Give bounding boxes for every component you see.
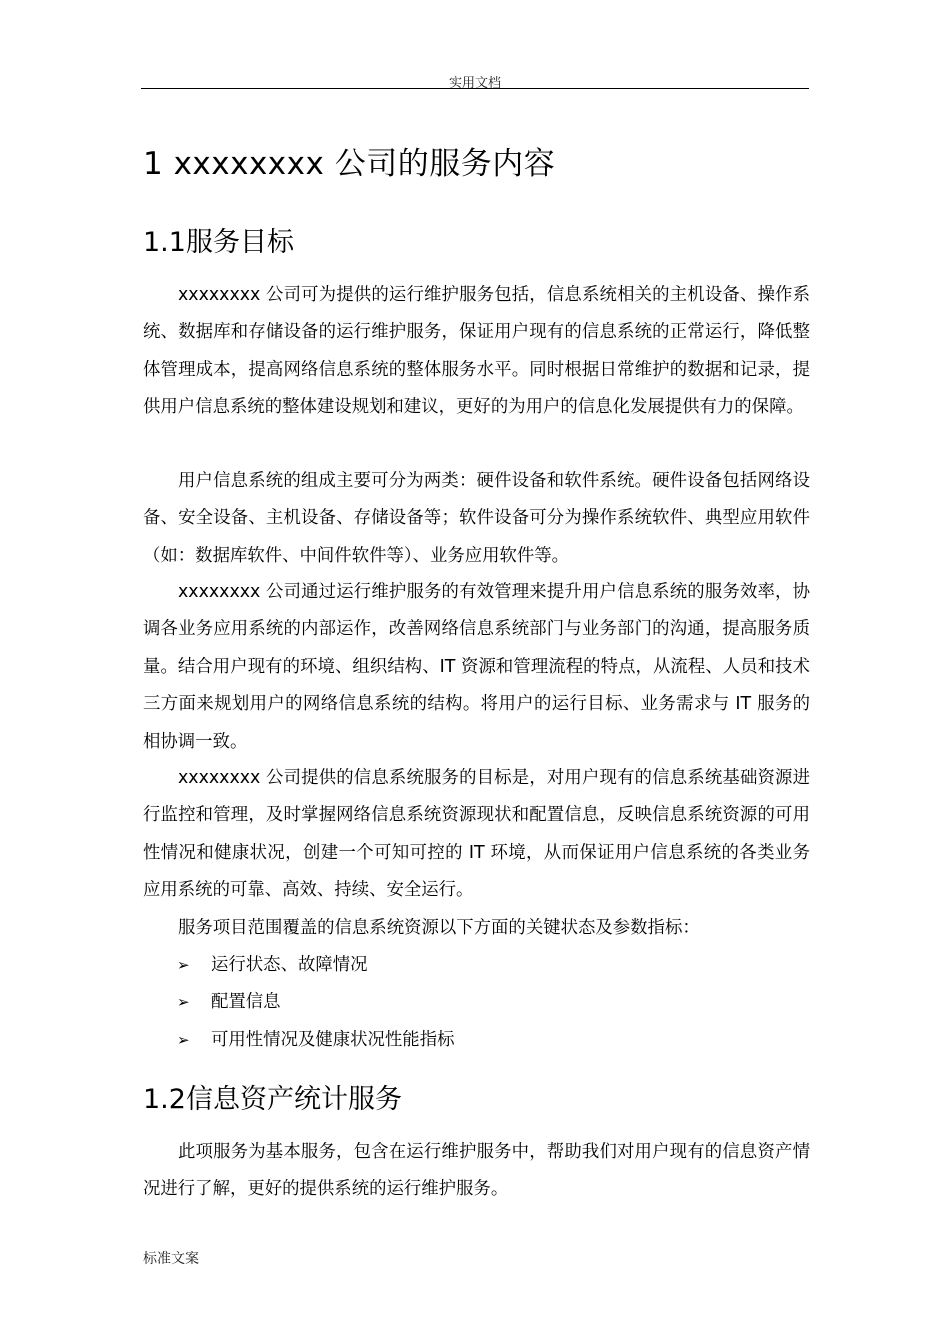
paragraph-service-management: xxxxxxxx 公司通过运行维护服务的有效管理来提升用户信息系统的服务效率，协调各业务应用系统的内部运作，改善网络信息系统部门与业务部门的沟通，提高服务质量。结合用户现有的环境、组织结构、IT 资源和管理流程的特点，从流程、人员和技术三方面来规划用户的网络信息系统的结构。将用户的运行目标、业务需求与 IT 服务的相协调一致。 [143, 582, 810, 752]
paragraph-system-composition: 用户信息系统的组成主要可分为两类：硬件设备和软件系统。硬件设备包括网络设备、安全设备、主机设备、存储设备等；软件设备可分为操作系统软件、典型应用软件（如：数据库软件、中间件软件等）、业务应用软件等。 [143, 471, 810, 566]
arrow-bullet-icon: ➢ [177, 1030, 190, 1049]
list-item-label: 可用性情况及健康状况性能指标 [211, 1029, 455, 1050]
header-divider [141, 88, 809, 89]
arrow-bullet-icon: ➢ [177, 993, 190, 1012]
footer-text: 标准文案 [143, 1251, 199, 1267]
header-text: 实用文档 [448, 76, 501, 91]
paragraph-service-goal: xxxxxxxx 公司提供的信息系统服务的目标是，对用户现有的信息系统基础资源进行监控和管理，及时掌握网络信息系统资源现状和配置信息，反映信息系统资源的可用性情况和健康状况，创建一个可知可控的 IT 环境，从而保证用户信息系统的各类业务应用系统的可靠、高效、持续、安全运行。 [143, 768, 810, 901]
paragraph-coverage-intro: 服务项目范围覆盖的信息系统资源以下方面的关键状态及参数指标： [178, 918, 700, 938]
list-item [143, 1022, 810, 1059]
list-item-label: 运行状态、故障情况 [211, 955, 368, 975]
list-item [143, 984, 810, 1021]
section-heading-1-1: 1.1服务目标 [143, 227, 294, 258]
list-item [143, 947, 810, 984]
indicator-list [143, 947, 810, 1059]
paragraph-asset-statistics: 此项服务为基本服务，包含在运行维护服务中，帮助我们对用户现有的信息资产情况进行了解，更好的提供系统的运行维护服务。 [143, 1142, 810, 1200]
arrow-bullet-icon: ➢ [177, 956, 190, 974]
section-heading-1-2: 1.2信息资产统计服务 [143, 1084, 402, 1115]
list-item-label: 配置信息 [211, 992, 281, 1013]
chapter-heading: 1 xxxxxxxx 公司的服务内容 [143, 146, 556, 182]
paragraph-service-scope: xxxxxxxx 公司可为提供的运行维护服务包括，信息系统相关的主机设备、操作系统、数据库和存储设备的运行维护服务，保证用户现有的信息系统的正常运行，降低整体管理成本，提高网络信息系统的整体服务水平。同时根据日常维护的数据和记录，提供用户信息系统的整体建设规划和建议，更好的为用户的信息化发展提供有力的保障。 [143, 285, 810, 418]
